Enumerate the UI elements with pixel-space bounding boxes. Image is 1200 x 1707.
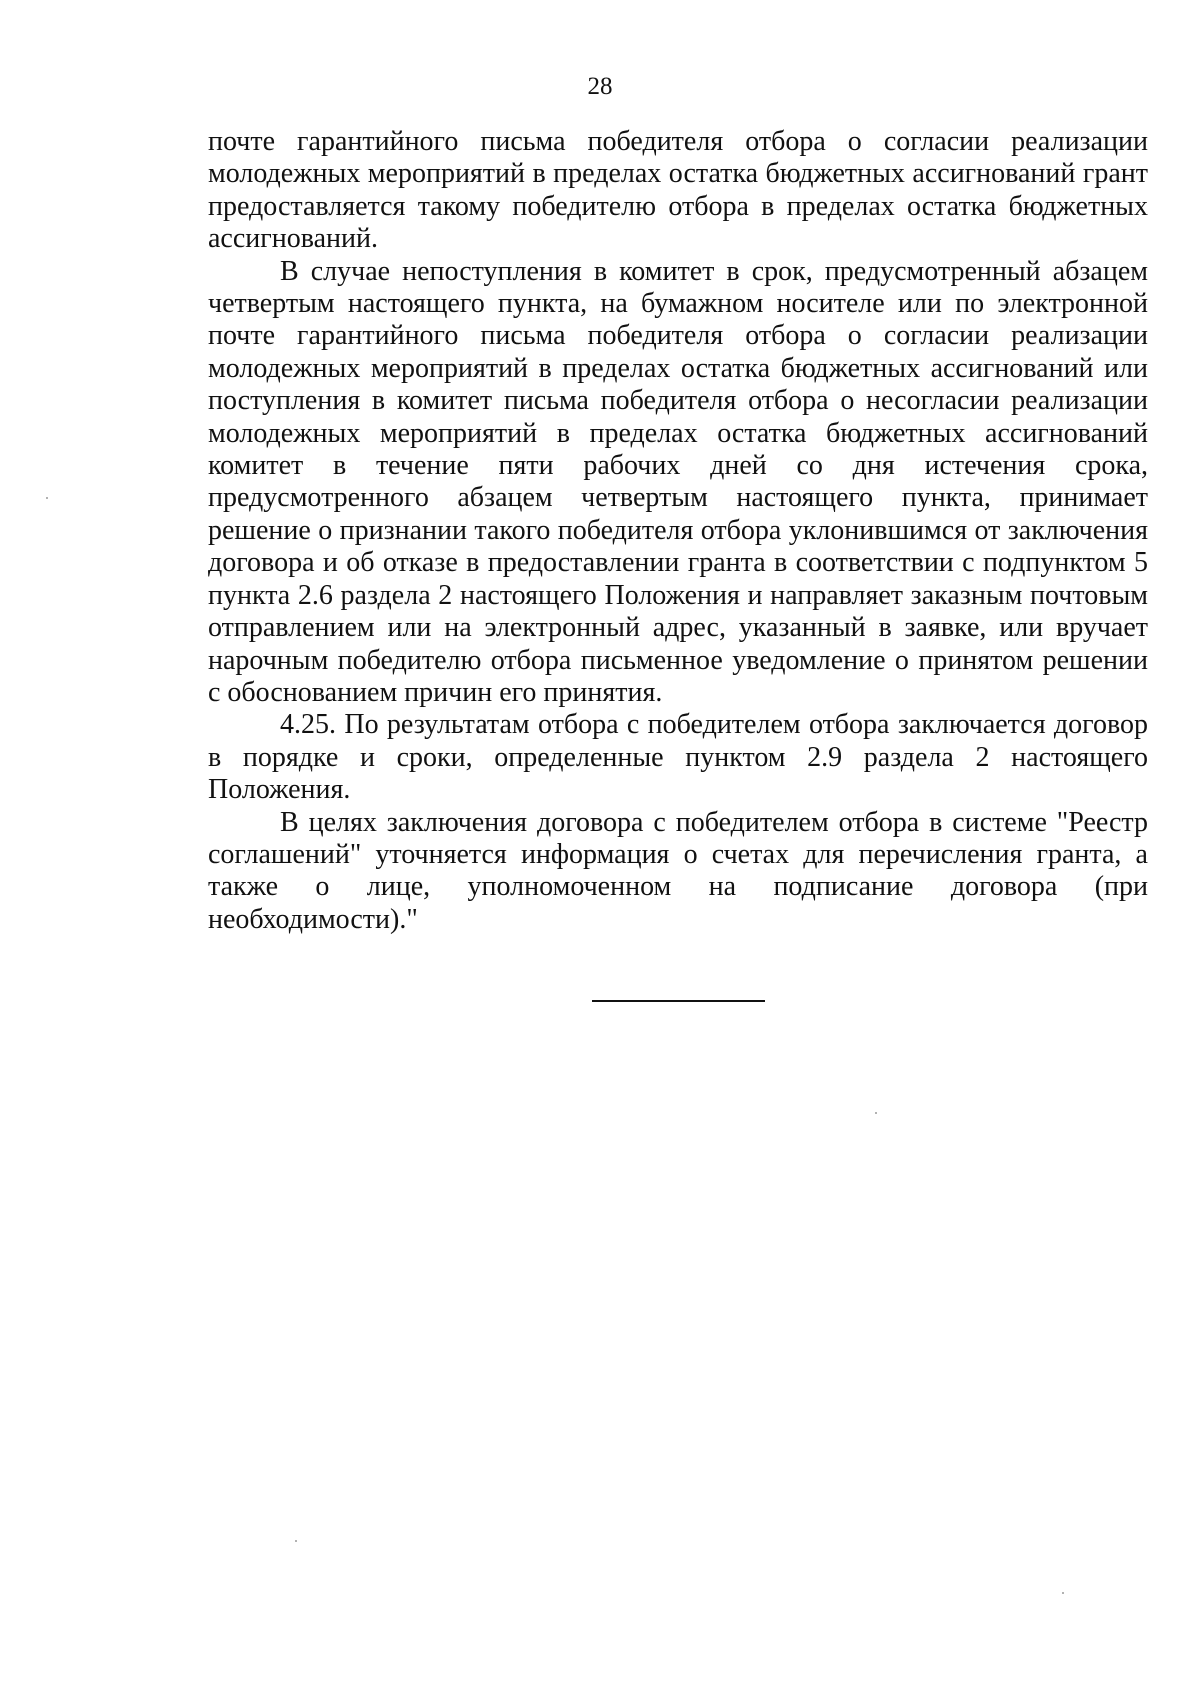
scan-speck bbox=[46, 497, 48, 499]
scan-speck bbox=[875, 1112, 877, 1114]
scan-speck bbox=[295, 1540, 297, 1542]
closing-rule bbox=[592, 1000, 765, 1002]
page-number: 28 bbox=[587, 73, 613, 100]
scan-speck bbox=[1062, 1592, 1064, 1594]
paragraph-continuation: почте гарантийного письма победителя отбора о согласии реализации молодежных мероприятий в пределах остатка бюджетных ассигнований грант предоставляется такому победителю отбора в пределах остатка бюджетных ассигнований. bbox=[208, 126, 1148, 255]
paragraph-non-receipt: В случае непоступления в комитет в срок, предусмотренный абзацем четвертым настоящего пункта, на бумажном носителе или по электронной почте гарантийного письма победителя отбора о согласии реализации молодежных мероприятий в пределах остатка бюджетных ассигнований или поступления в комитет письма победителя отбора о несогласии реализации молодежных мероприятий в пределах остатка бюджетных ассигнований комитет в течение пяти рабочих дней со дня истечения срока, предусмотренного абзацем четвертым настоящего пункта, принимает решение о признании такого победителя отбора уклонившимся от заключения договора и об отказе в предоставлении гранта в соответствии с подпунктом 5 пункта 2.6 раздела 2 настоящего Положения и направляет заказным почтовым отправлением или на электронный адрес, указанный в заявке, или вручает нарочным победителю отбора письменное уведомление о принятом решении с обоснованием причин его принятия. bbox=[208, 255, 1148, 708]
document-body bbox=[208, 126, 1148, 936]
paragraph-agreement-registry: В целях заключения договора с победителем отбора в системе "Реестр соглашений" уточняется информация о счетах для перечисления гранта, а также о лице, уполномоченном на подписание договора (при необходимости)." bbox=[208, 806, 1148, 935]
paragraph-4-25: 4.25. По результатам отбора с победителем отбора заключается договор в порядке и сроки, определенные пунктом 2.9 раздела 2 настоящего Положения. bbox=[208, 709, 1148, 806]
